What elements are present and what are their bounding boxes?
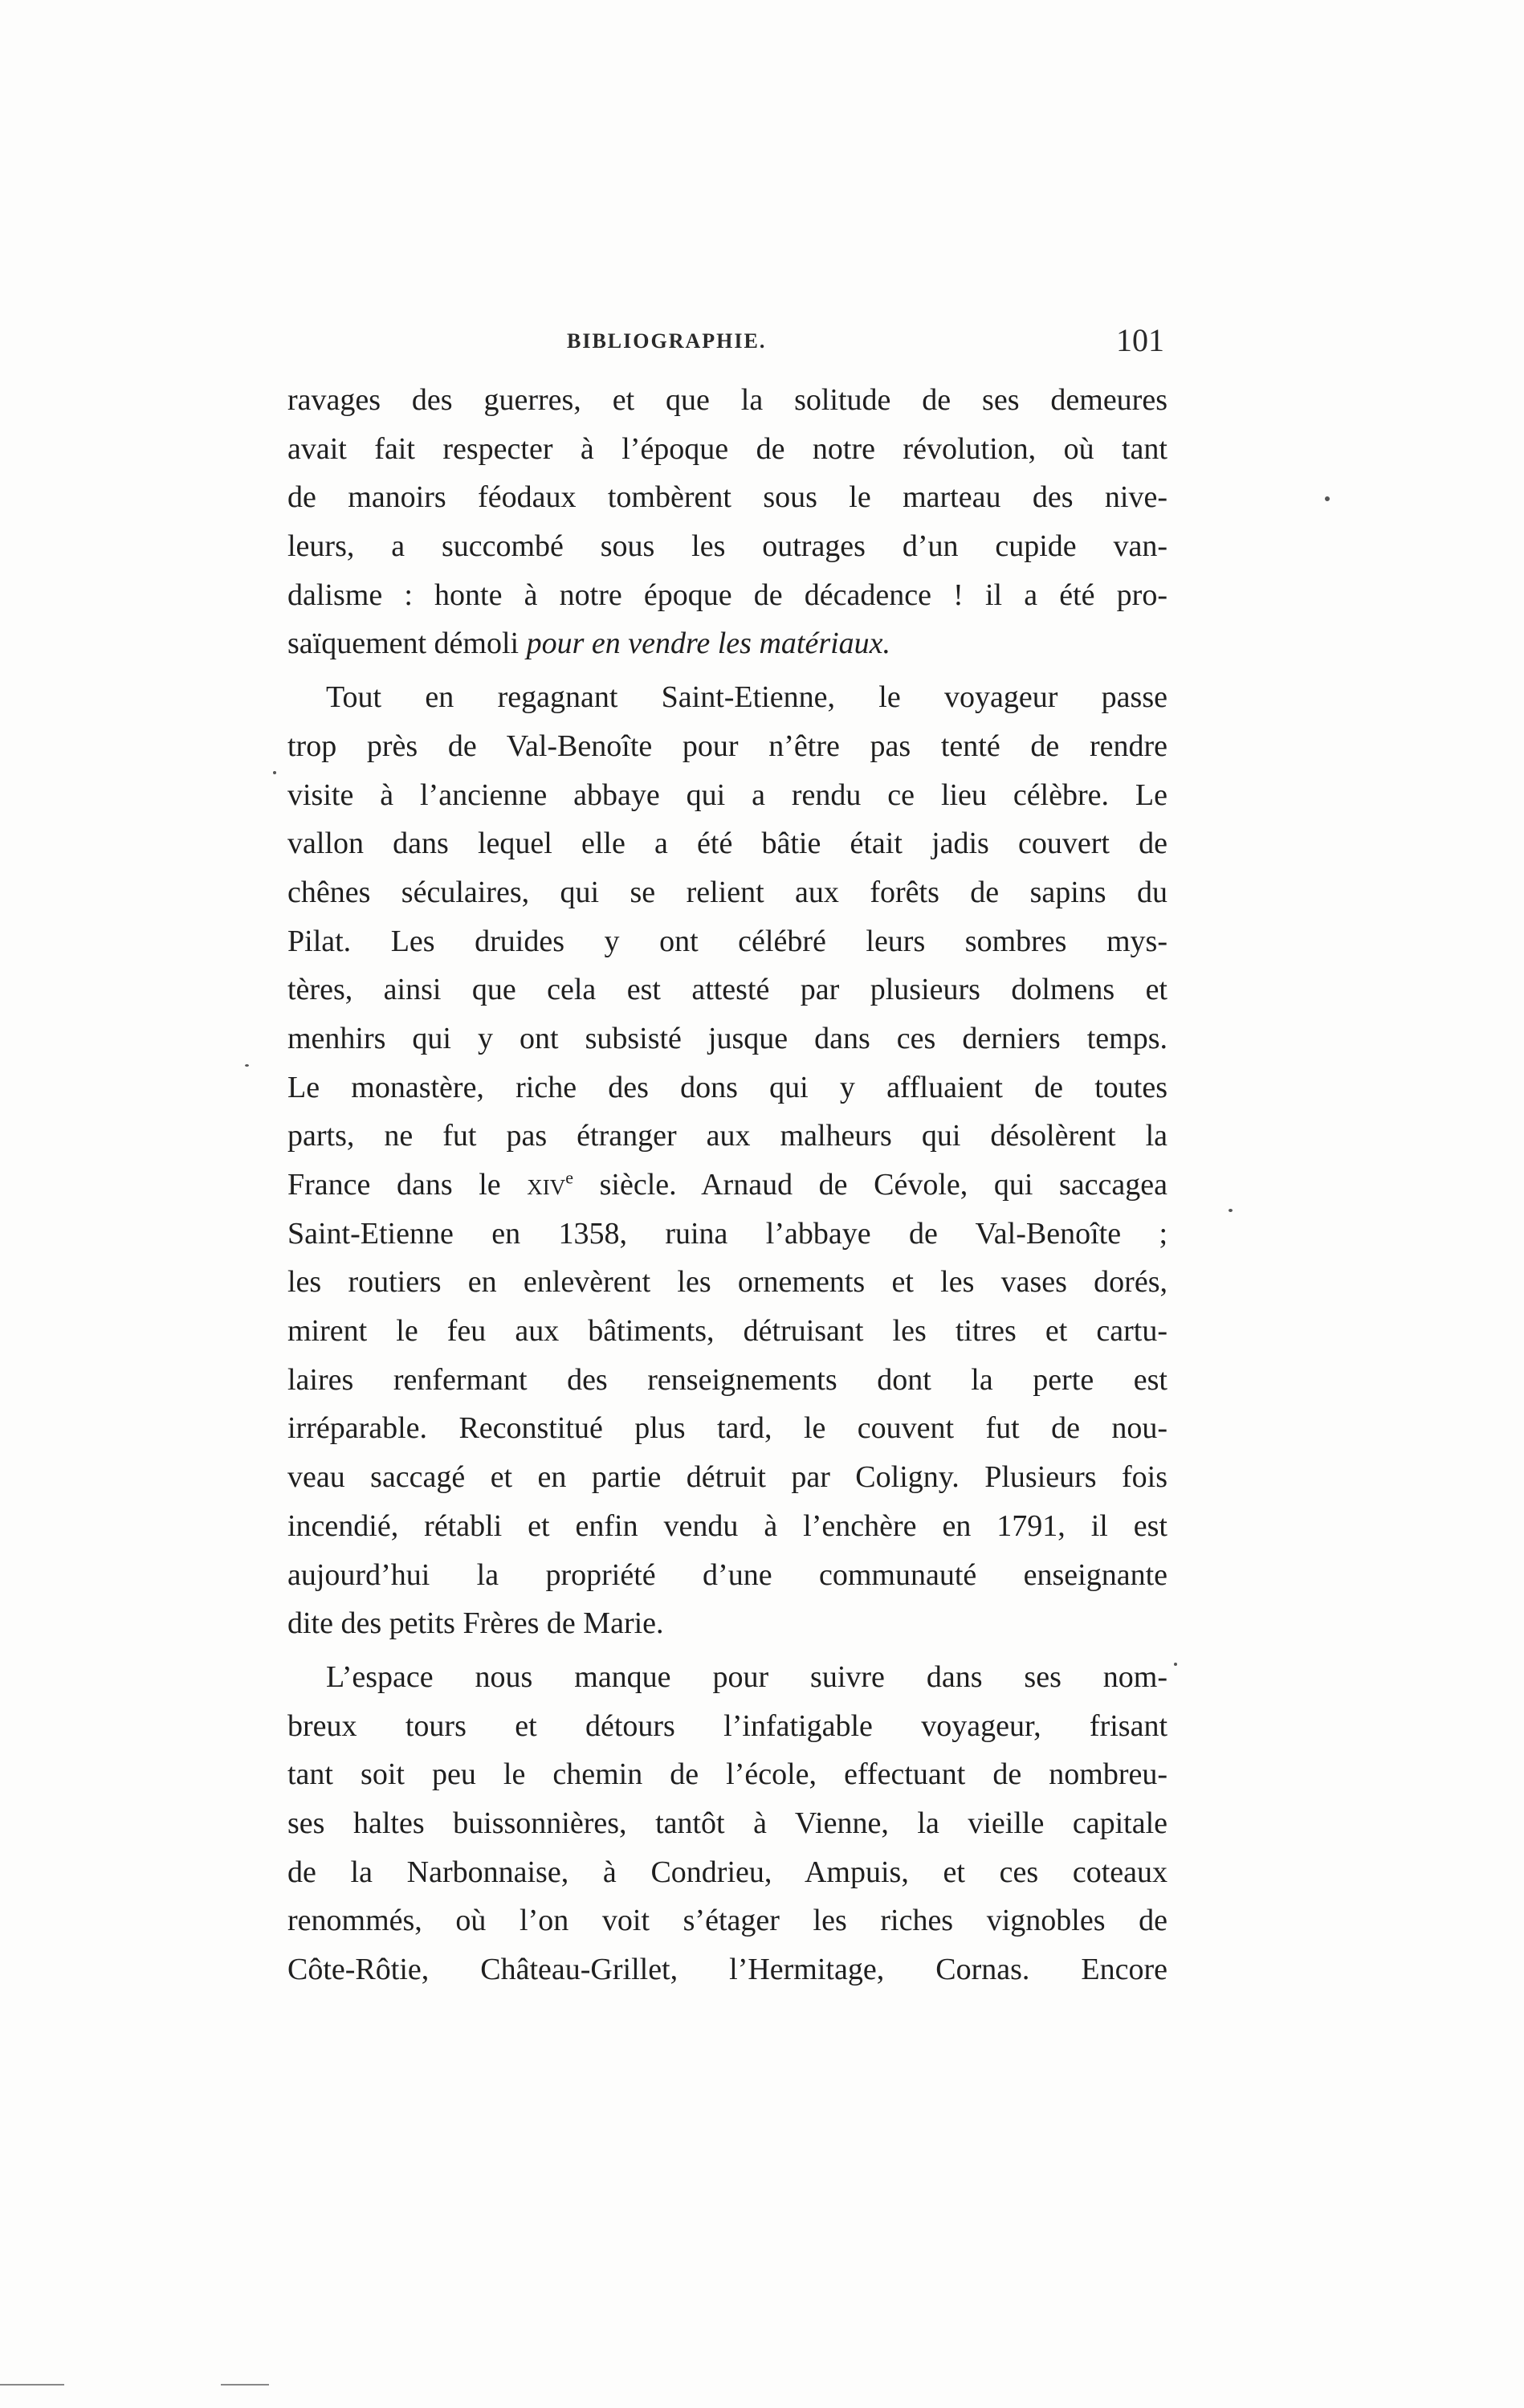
text-line: renommés, où l’on voit s’étager les riches vignobles de — [287, 1904, 1167, 1938]
scan-edge-mark — [221, 2384, 269, 2386]
text-line: dite des petits Frères de Marie. — [287, 1606, 664, 1641]
text-line: trop près de Val-Benoîte pour n’être pas tenté de rendre — [287, 729, 1167, 763]
text-line: les routiers en enlevèrent les ornements et les vases dorés, — [287, 1265, 1167, 1300]
running-head — [289, 321, 1164, 369]
text-line: mirent le feu aux bâtiments, détruisant les titres et cartu- — [287, 1314, 1167, 1349]
text-line: Saint-Etienne en 1358, ruina l’abbaye de Val-Benoîte ; — [287, 1216, 1167, 1251]
text-line — [287, 1161, 1167, 1210]
text-line: tant soit peu le chemin de l’école, effectuant de nombreu- — [287, 1757, 1167, 1792]
text-line: veau saccagé et en partie détruit par Coligny. Plusieurs fois — [287, 1460, 1167, 1495]
body-text — [287, 376, 1167, 1994]
text-line: visite à l’ancienne abbaye qui a rendu ce lieu célèbre. Le — [287, 777, 1167, 812]
text-line: avait fait respecter à l’époque de notre révolution, où tant — [287, 431, 1167, 466]
text-line: irréparable. Reconstitué plus tard, le couvent fut de nou- — [287, 1411, 1167, 1446]
text-line: breux tours et détours l’infatigable voyageur, frisant — [287, 1708, 1167, 1743]
text-line: Pilat. Les druides y ont célébré leurs sombres mys- — [287, 924, 1167, 958]
scan-speck — [1325, 496, 1330, 501]
scan-speck — [245, 1064, 249, 1067]
running-title: BIBLIOGRAPHIE. — [567, 329, 767, 353]
text-line: leurs, a succombé sous les outrages d’un cupide van- — [287, 529, 1167, 564]
century-numeral: xiv — [527, 1168, 566, 1202]
text-line: laires renfermant des renseignements dont la perte est — [287, 1362, 1167, 1397]
text-segment: siècle. Arnaud de Cévole, qui saccagea — [573, 1168, 1167, 1202]
text-line: parts, ne fut pas étranger aux malheurs qui désolèrent la — [287, 1119, 1167, 1153]
text-segment: France dans le — [287, 1168, 528, 1202]
text-line: L’espace nous manque pour suivre dans ses nom- — [326, 1659, 1167, 1694]
text-line — [287, 619, 1167, 668]
scan-edge-mark — [0, 2384, 64, 2386]
text-line: Côte-Rôtie, Château-Grillet, l’Hermitage, Cornas. Encore — [287, 1953, 1167, 1986]
text-line: chênes séculaires, qui se relient aux forêts de sapins du — [287, 875, 1167, 909]
text-segment: saïquement démoli — [287, 626, 527, 661]
text-line: ravages des guerres, et que la solitude de ses demeures — [287, 383, 1167, 417]
scan-speck — [1174, 1663, 1177, 1666]
text-line: vallon dans lequel elle a été bâtie était jadis couvert de — [287, 826, 1167, 861]
text-line: ses haltes buissonnières, tantôt à Vienne, la vieille capitale — [287, 1806, 1167, 1840]
text-line: tères, ainsi que cela est attesté par plusieurs dolmens et — [287, 973, 1167, 1007]
text-line: aujourd’hui la propriété d’une communauté enseignante — [287, 1557, 1167, 1592]
page-number: 101 — [1116, 322, 1164, 358]
scan-speck — [1229, 1209, 1233, 1212]
text-line: de la Narbonnaise, à Condrieu, Ampuis, et ces coteaux — [287, 1855, 1167, 1889]
italic-phrase: pour en vendre les matériaux. — [526, 626, 891, 661]
text-line: dalisme : honte à notre époque de décadence ! il a été pro- — [287, 578, 1167, 612]
text-line: menhirs qui y ont subsisté jusque dans ces derniers temps. — [287, 1021, 1167, 1055]
century-suffix: e — [565, 1167, 574, 1188]
text-line: Le monastère, riche des dons qui y affluaient de toutes — [287, 1070, 1167, 1104]
scan-speck — [273, 771, 276, 774]
text-line: incendié, rétabli et enfin vendu à l’enchère en 1791, il est — [287, 1508, 1167, 1543]
text-line: de manoirs féodaux tombèrent sous le marteau des nive- — [287, 480, 1167, 515]
text-line: Tout en regagnant Saint-Etienne, le voyageur passe — [326, 680, 1167, 715]
